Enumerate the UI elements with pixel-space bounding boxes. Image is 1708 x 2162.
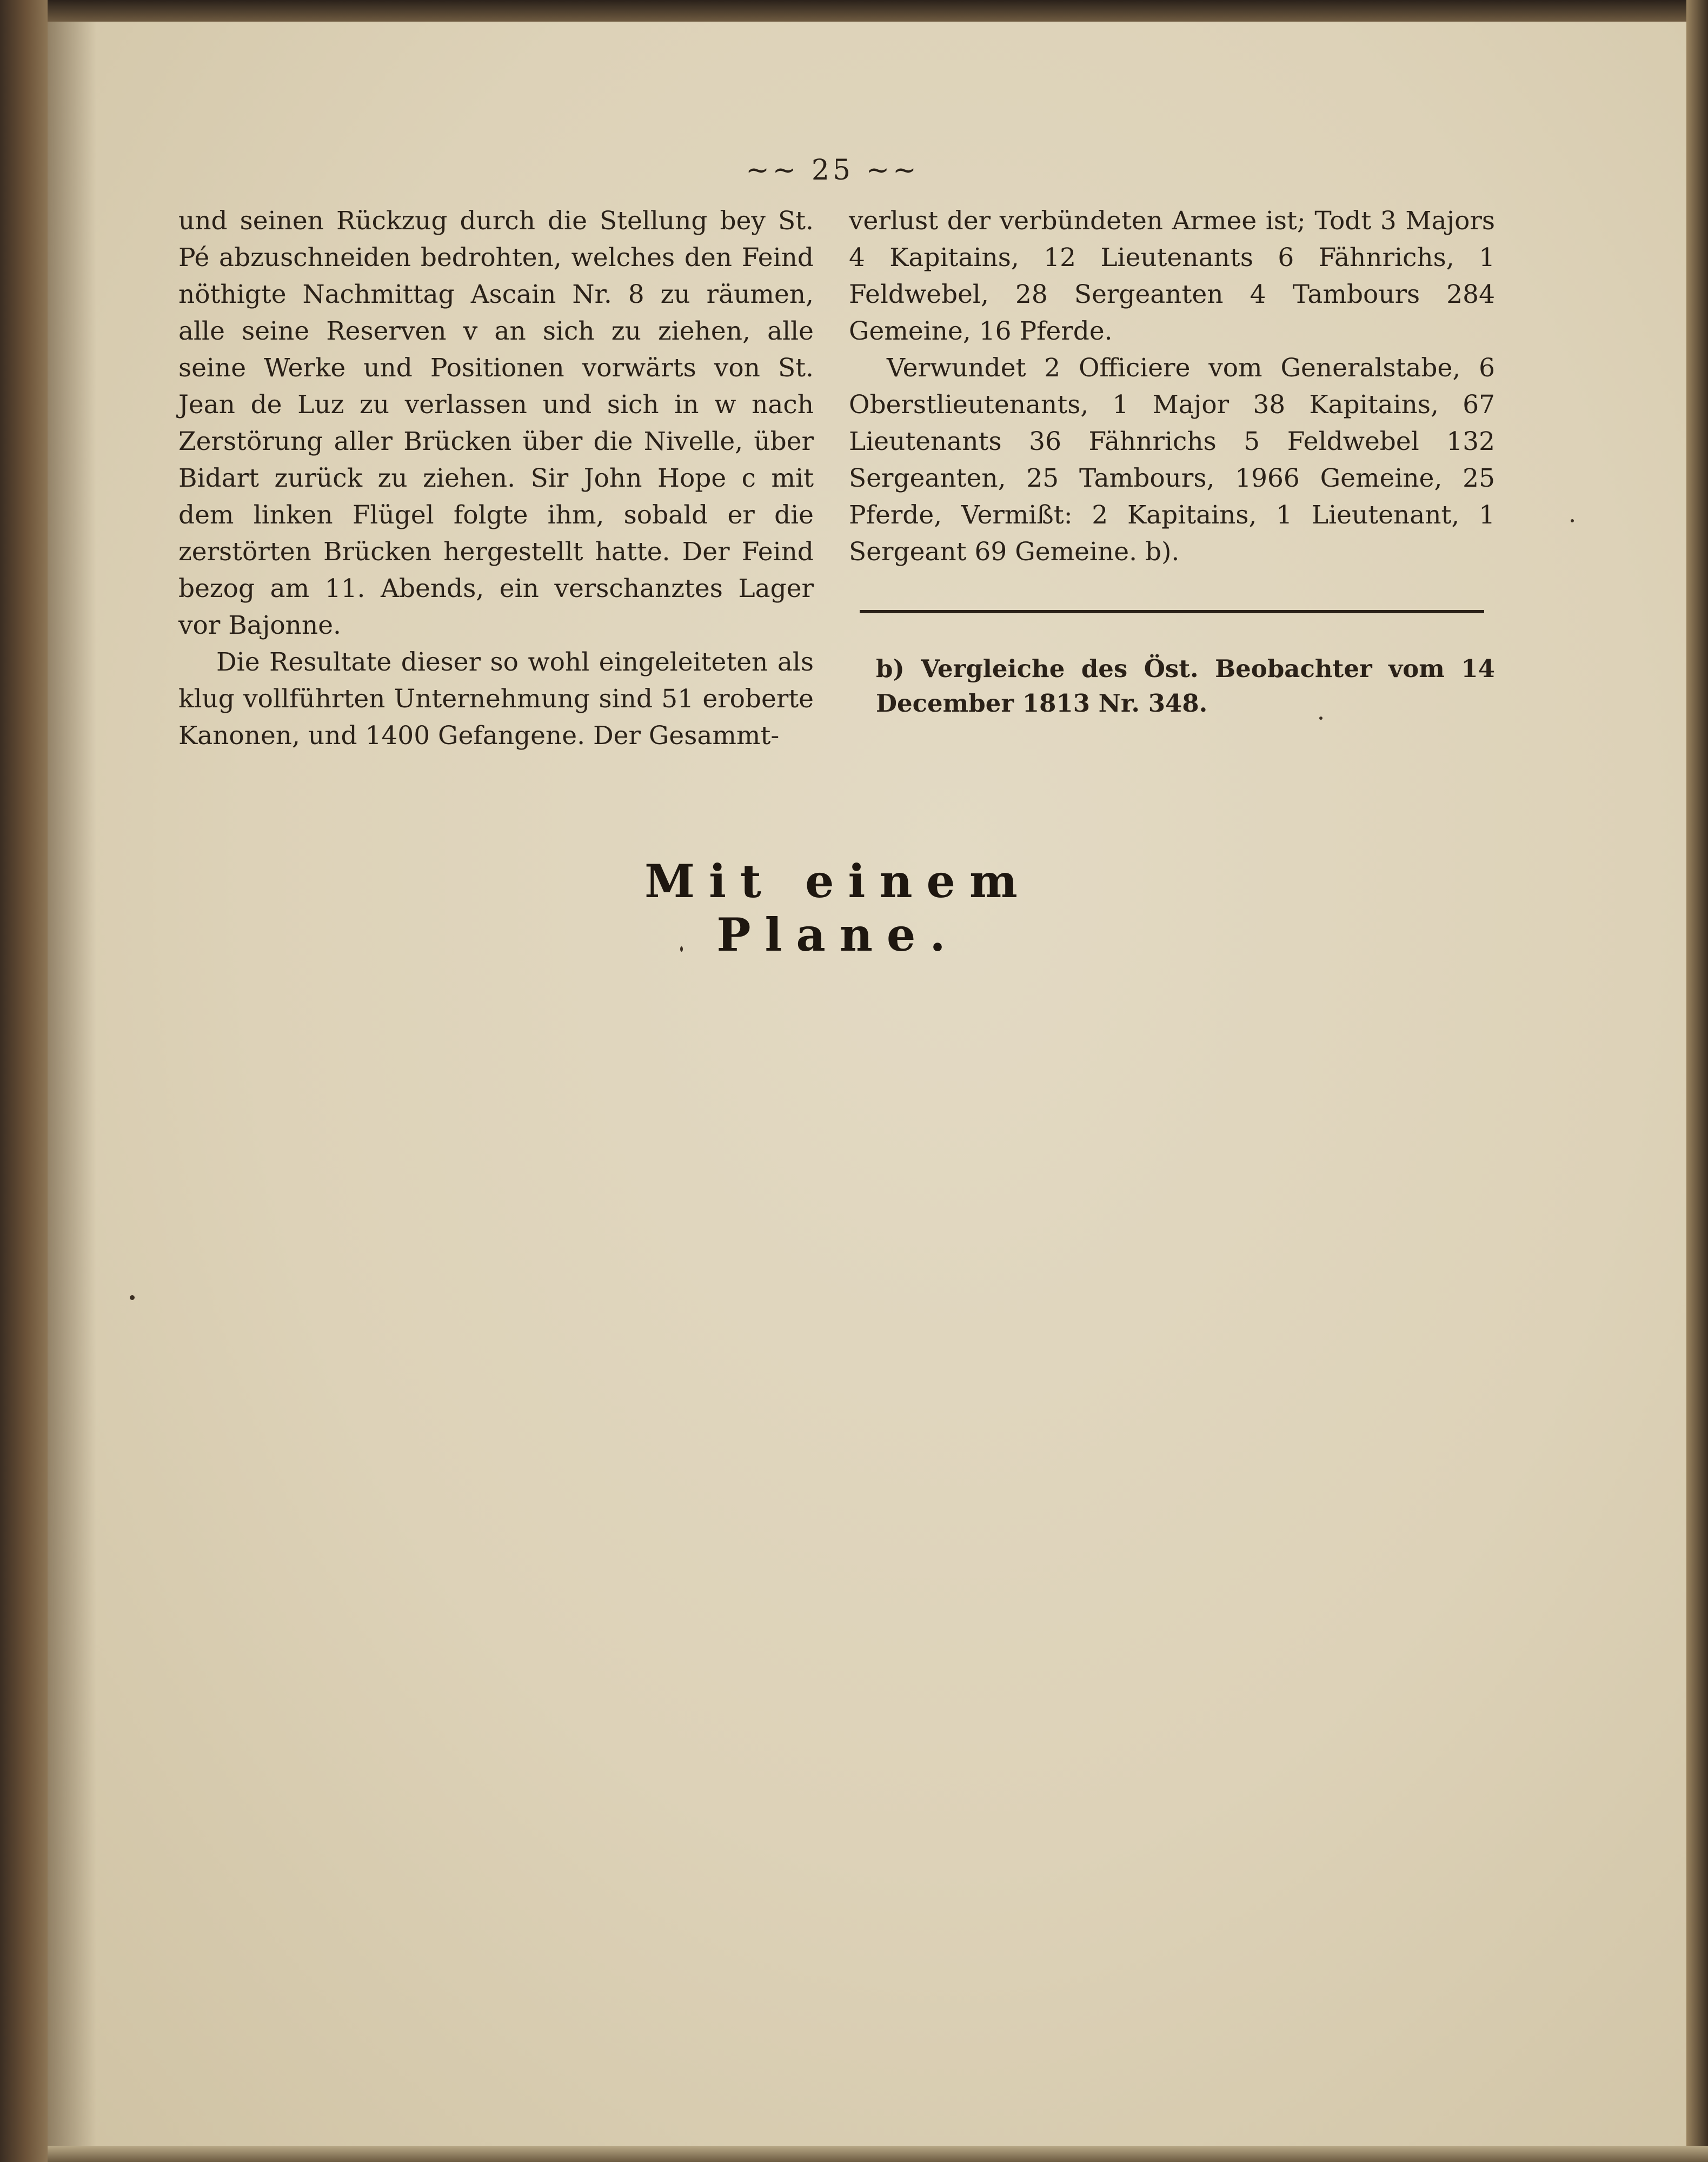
paper-speck <box>680 946 683 952</box>
plan-heading: Mit einem Plane. <box>644 854 1032 961</box>
footnote-text: b) Vergleiche des Öst. Beobachter vom 14 December 1813 Nr. 348. <box>876 654 1495 718</box>
paper-speck <box>130 1295 135 1300</box>
left-paragraph-2: Die Resultate dieser so wohl eingeleiteten als klug vollführten Unternehmung sind 51 eroberte Kanonen, und 1400 Gefangene. Der Gesammt- <box>178 647 814 751</box>
paper-speck <box>1571 519 1574 522</box>
right-page-edge <box>1686 0 1708 2162</box>
paper-speck <box>1319 717 1322 720</box>
page-header <box>735 154 930 192</box>
top-page-edge <box>48 0 1708 22</box>
left-paragraph-1: und seinen Rückzug durch die Stellung bey St. Pé abzuschneiden bedrohten, welches den Feind nöthigte Nachmittag Ascain Nr. 8 zu räumen, alle seine Reserven v an sich zu ziehen, alle seine Werke und Positionen vorwärts von St. Jean de Luz zu verlassen und sich in w nach Zerstörung aller Brücken über die Nivelle, über Bidart zurück zu ziehen. Sir John Hope c mit dem linken Flügel folgte ihm, sobald er die zerstörten Brücken hergestellt hatte. Der Feind bezog am 11. Abends, ein verschanztes Lager vor Bajonne. <box>178 206 814 640</box>
ornament-left: ~~ <box>746 154 800 187</box>
ornament-right: ~~ <box>866 154 920 187</box>
right-text-column <box>849 203 1495 571</box>
bottom-page-edge <box>48 2146 1708 2162</box>
right-paragraph-2: Verwundet 2 Officiere vom Generalstabe, 6 Oberstlieutenants, 1 Major 38 Kapitains, 67 Lieutenants 36 Fähnrichs 5 Feldwebel 132 Sergeanten, 25 Tambours, 1966 Gemeine, 25 Pferde, Vermißt: 2 Kapitains, 1 Lieutenant, 1 Sergeant 69 Gemeine. b). <box>849 353 1495 567</box>
left-text-column <box>178 203 814 754</box>
right-paragraph-1: verlust der verbündeten Armee ist; Todt 3 Majors 4 Kapitains, 12 Lieutenants 6 Fähnrichs, 1 Feldwebel, 28 Sergeanten 4 Tambours 284 Gemeine, 16 Pferde. <box>849 206 1495 346</box>
gutter-shadow <box>48 22 96 2146</box>
page-number: 25 <box>811 154 854 187</box>
book-binding <box>0 0 48 2162</box>
footnote-separator-rule <box>860 610 1484 613</box>
footnote <box>876 652 1495 721</box>
